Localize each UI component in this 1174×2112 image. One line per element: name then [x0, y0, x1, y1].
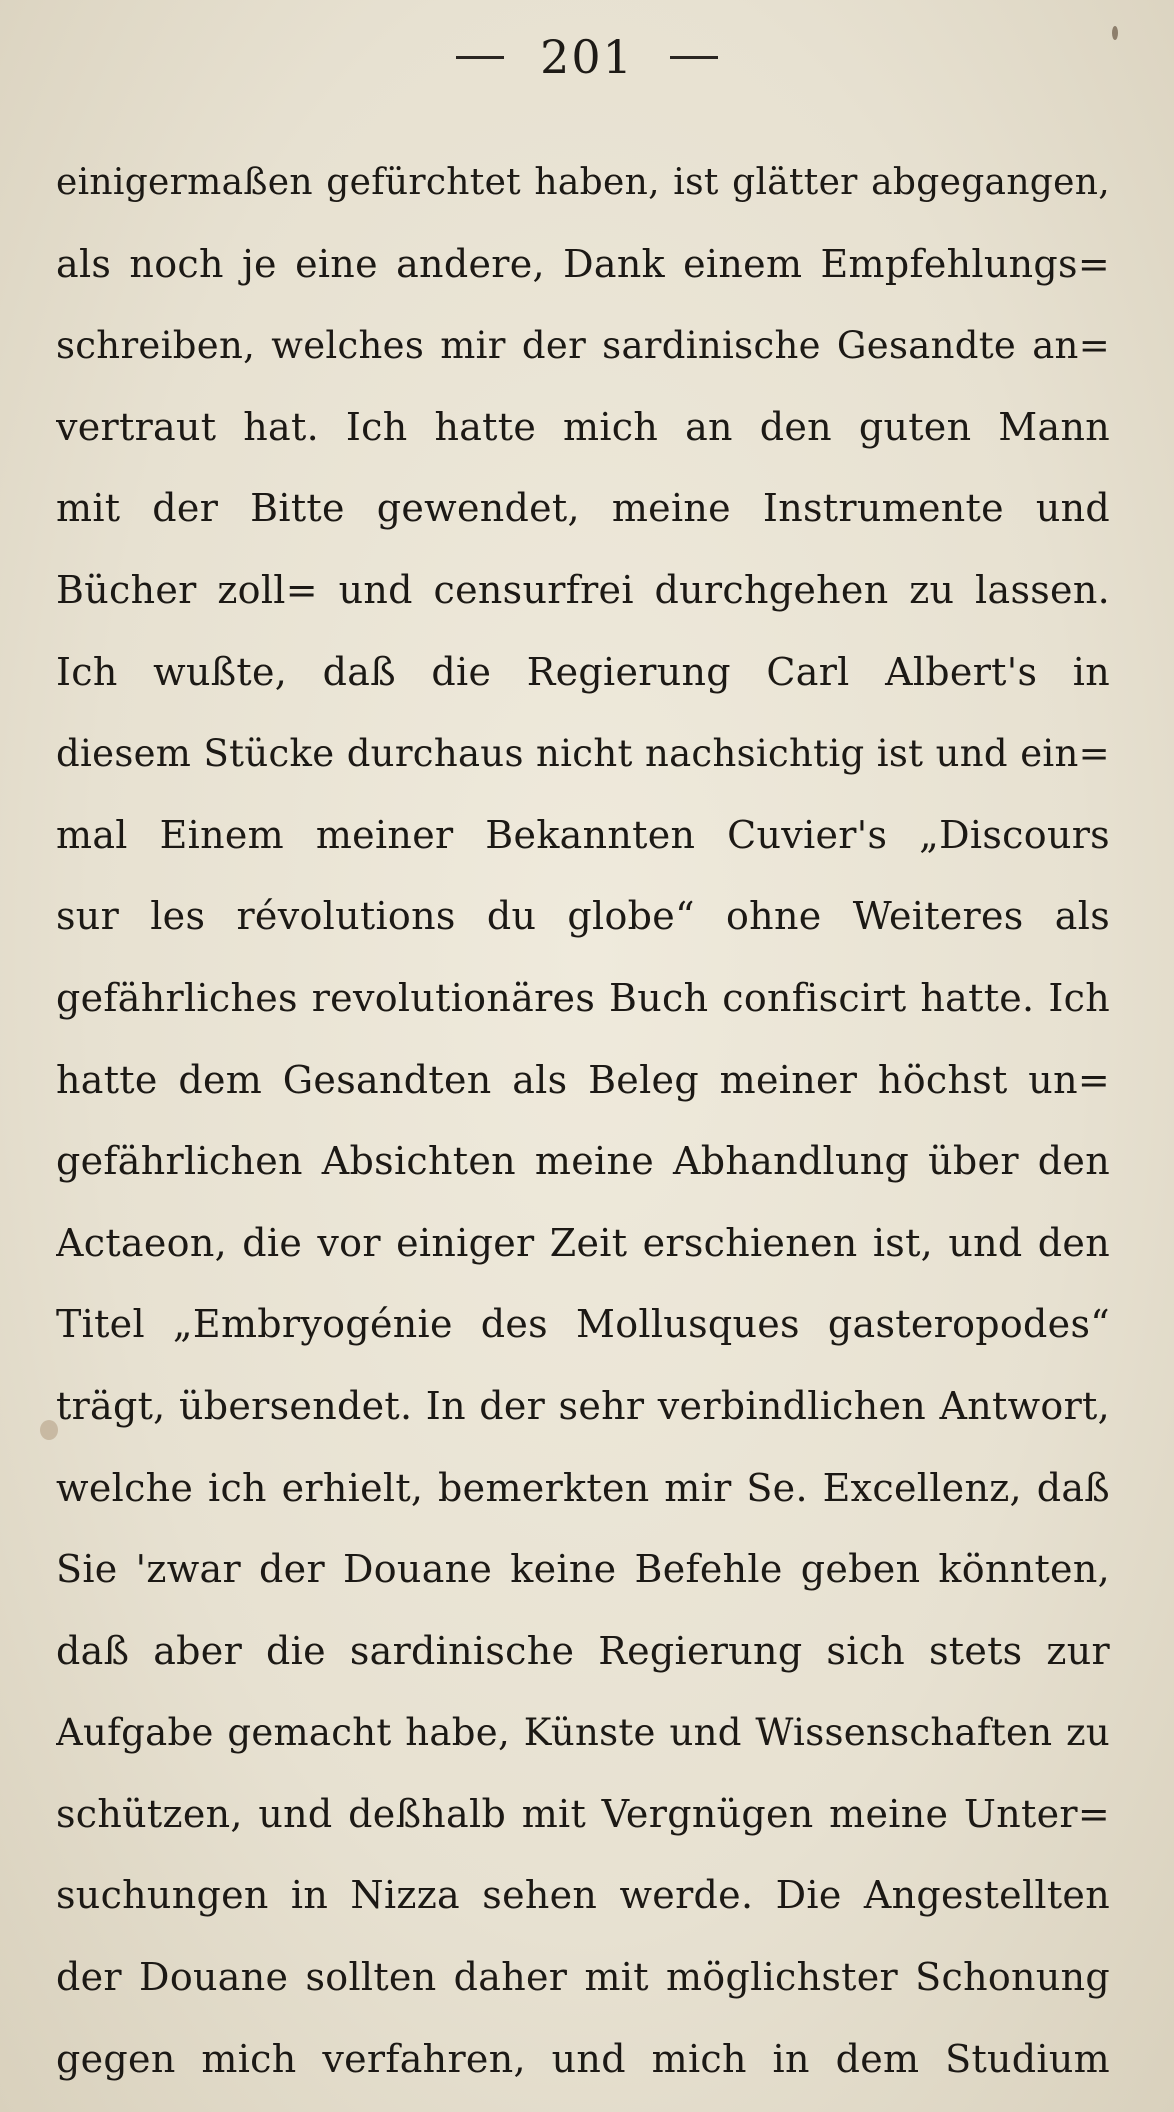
text-line: Actaeon, die vor einiger Zeit erschienen ist, und den	[56, 1220, 1110, 1265]
body-text	[56, 142, 1110, 2100]
text-line: einigermaßen gefürchtet haben, ist glätter abgegangen,	[56, 162, 1110, 203]
text-line: als noch je eine andere, Dank einem Empfehlungs=	[56, 241, 1110, 286]
text-line: suchungen in Nizza sehen werde. Die Angestellten	[56, 1873, 1110, 1918]
text-line: trägt, übersendet. In der sehr verbindlichen Antwort,	[56, 1383, 1110, 1428]
page-number-value: 201	[540, 30, 634, 84]
text-line: schreiben, welches mir der sardinische Gesandte an=	[56, 324, 1110, 368]
page-number-dash-left	[456, 56, 504, 59]
text-line: Bücher zoll= und censurfrei durchgehen zu lassen.	[56, 567, 1110, 612]
text-line: schützen, und deßhalb mit Vergnügen meine Unter=	[56, 1791, 1110, 1836]
text-line: der Douane sollten daher mit möglichster Schonung	[56, 1955, 1110, 2000]
text-line: Sie 'zwar der Douane keine Befehle geben könnten,	[56, 1547, 1110, 1592]
text-line: mit der Bitte gewendet, meine Instrumente und	[56, 486, 1110, 531]
text-line: Ich wußte, daß die Regierung Carl Albert's in	[56, 649, 1110, 694]
text-line: welche ich erhielt, bemerkten mir Se. Excellenz, daß	[56, 1465, 1110, 1510]
page-number	[0, 30, 1174, 84]
page-number-dash-right	[670, 56, 718, 59]
text-line: vertraut hat. Ich hatte mich an den guten Mann	[56, 404, 1110, 449]
text-line: gefährlichen Absichten meine Abhandlung über den	[56, 1139, 1110, 1184]
text-line: mal Einem meiner Bekannten Cuvier's „Discours	[56, 812, 1110, 857]
text-line: sur les révolutions du globe“ ohne Weiteres als	[56, 894, 1110, 939]
text-line: gegen mich verfahren, und mich in dem Studium	[56, 2036, 1110, 2081]
text-line: daß aber die sardinische Regierung sich stets zur	[56, 1628, 1110, 1673]
text-line: Titel „Embryogénie des Mollusques gasteropodes“	[56, 1302, 1110, 1347]
text-line: gefährliches revolutionäres Buch confiscirt hatte. Ich	[56, 975, 1110, 1020]
text-line: hatte dem Gesandten als Beleg meiner höchst un=	[56, 1057, 1110, 1102]
text-line: diesem Stücke durchaus nicht nachsichtig ist und ein=	[56, 732, 1110, 776]
text-line: Aufgabe gemacht habe, Künste und Wissenschaften zu	[56, 1711, 1110, 1755]
